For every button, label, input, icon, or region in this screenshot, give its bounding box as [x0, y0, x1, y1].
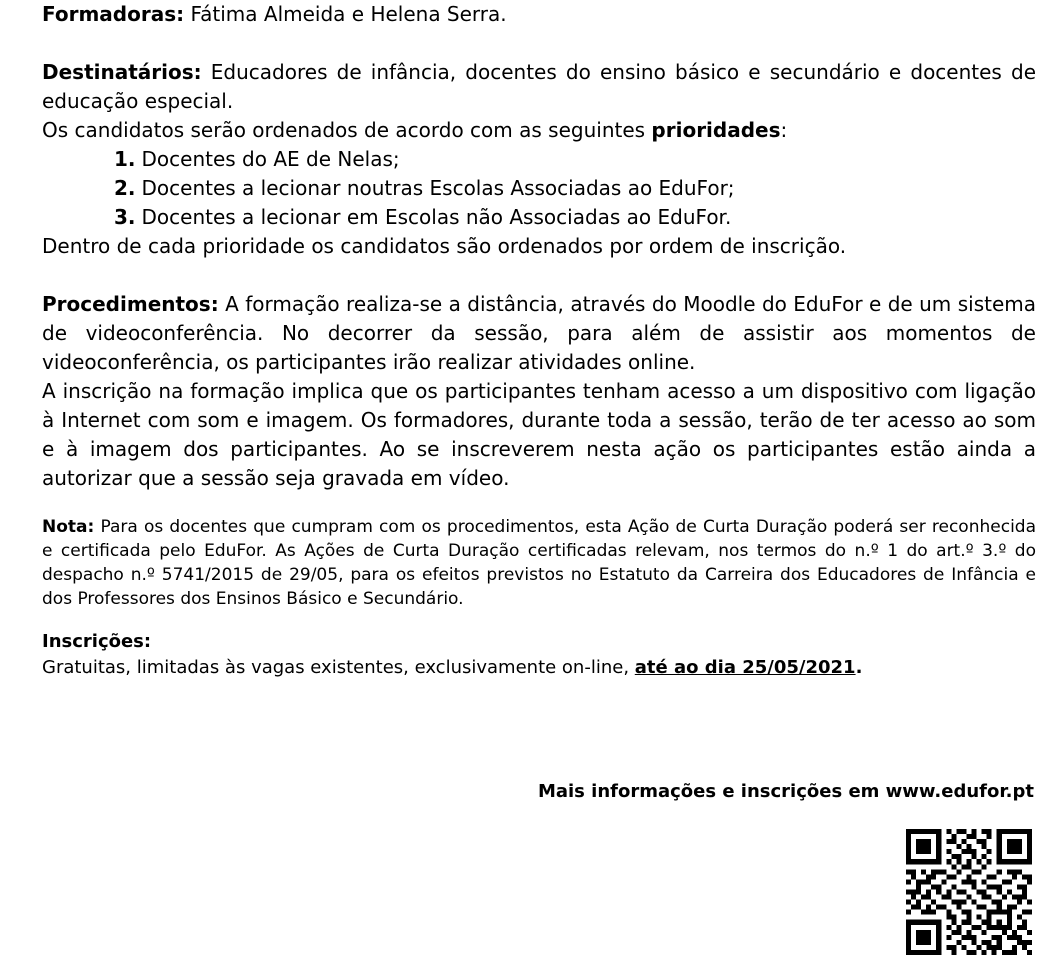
priority-text: Docentes do AE de Nelas;: [141, 147, 400, 171]
inscricoes-paragraph: [42, 655, 1036, 681]
procedimentos-label: Procedimentos:: [42, 292, 219, 316]
within-priority-sentence: Dentro de cada prioridade os candidatos são ordenados por ordem de inscrição.: [42, 234, 847, 258]
ordering-bold: prioridades: [651, 118, 781, 142]
destinatarios-label: Destinatários:: [42, 60, 202, 84]
priority-number: 3.: [114, 205, 136, 229]
document-page: [42, 0, 1036, 681]
ordering-prefix: Os candidatos serão ordenados de acordo com as seguintes: [42, 118, 652, 142]
ordering-suffix: :: [780, 118, 788, 142]
procedimentos-paragraph: [42, 290, 1036, 377]
formadoras-text: Fátima Almeida e Helena Serra.: [184, 2, 507, 26]
more-info-link-text: Mais informações e inscrições em www.edufor.pt: [537, 781, 1034, 802]
nota-label: Nota:: [42, 517, 95, 537]
priority-number: 1.: [114, 147, 136, 171]
priority-item: [42, 203, 1036, 232]
inscricoes-deadline-suffix: .: [855, 657, 863, 678]
procedimentos-paragraph-2: A inscrição na formação implica que os participantes tenham acesso a um dispositivo com ligação à Internet com som e imagem. Os formadores, durante toda a sessão, terão de ter acesso ao som e à imagem dos participantes. Ao se inscreverem nesta ação os participantes estão ainda a autorizar que a sessão seja gravada em vídeo.: [42, 379, 1036, 490]
qr-code-icon[interactable]: [906, 829, 1032, 955]
inscricoes-label: Inscrições:: [42, 631, 152, 652]
nota-text: Para os docentes que cumpram com os procedimentos, esta Ação de Curta Duração poderá ser reconhecida e certificada pelo EduFor. As Ações de Curta Duração certificadas relevam, nos termos do n.º 1 do art.º 3.º do despacho n.º 5741/2015 de 29/05, para os efeitos previstos no Estatuto da Carreira dos Educadores de Infância e dos Professores dos Ensinos Básico e Secundário.: [42, 517, 1036, 609]
priority-text: Docentes a lecionar em Escolas não Associadas ao EduFor.: [141, 205, 732, 229]
inscricoes-deadline: até ao dia 25/05/2021: [634, 657, 856, 678]
nota-paragraph: [42, 515, 1036, 611]
formadoras-label: Formadoras:: [42, 2, 185, 26]
destinatarios-paragraph: [42, 58, 1036, 116]
priority-number: 2.: [114, 176, 136, 200]
formadoras-paragraph: [42, 0, 1036, 29]
priority-item: [42, 145, 1036, 174]
priority-item: [42, 174, 1036, 203]
procedimentos-text: A formação realiza-se a distância, através do Moodle do EduFor e de um sistema de videoconferência. No decorrer da sessão, para além de assistir aos momentos de videoconferência, os participantes irão realizar atividades online.: [42, 292, 1036, 374]
priority-text: Docentes a lecionar noutras Escolas Associadas ao EduFor;: [141, 176, 735, 200]
destinatarios-text: Educadores de infância, docentes do ensino básico e secundário e docentes de educação especial.: [42, 60, 1036, 113]
ordering-sentence: [42, 116, 1036, 145]
inscricoes-text: Gratuitas, limitadas às vagas existentes, exclusivamente on-line,: [42, 657, 635, 678]
